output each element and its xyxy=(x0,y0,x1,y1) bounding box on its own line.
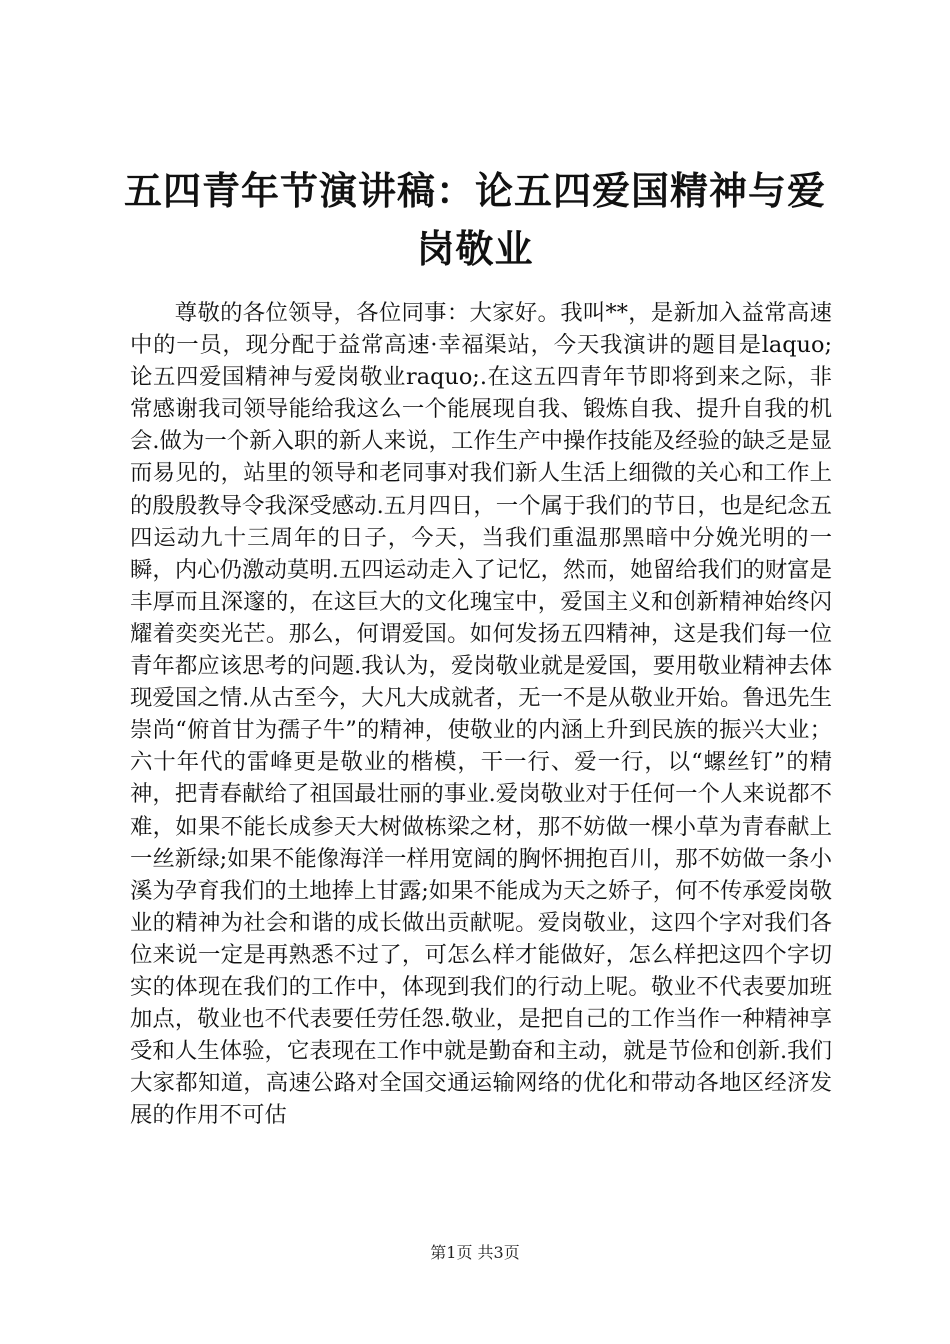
document-title: 五四青年节演讲稿：论五四爱国精神与爱岗敬业 xyxy=(123,168,826,271)
document-body: 尊敬的各位领导，各位同事：大家好。我叫**，是新加入益常高速中的一员，现分配于益常高速·幸福渠站，今天我演讲的题目是laquo;论五四爱国精神与爱岗敬业raquo;.在这五四青年节即将到来之际，非常感谢我司领导能给我这么一个能展现自我、锻炼自我、提升自我的机会.做为一个新入职的新人来说，工作生产中操作技能及经验的缺乏是显而易见的，站里的领导和老同事对我们新人生活上细微的关心和工作上的殷殷教导令我深受感动.五月四日，一个属于我们的节日，也是纪念五四运动九十三周年的日子，今天，当我们重温那黑暗中分娩光明的一瞬，内心仍激动莫明.五四运动走入了记忆，然而，她留给我们的财富是丰厚而且深邃的，在这巨大的文化瑰宝中，爱国主义和创新精神始终闪耀着奕奕光芒。那么，何谓爱国。如何发扬五四精神，这是我们每一位青年都应该思考的问题.我认为，爱岗敬业就是爱国，要用敬业精神去体现爱国之情.从古至今，大凡大成就者，无一不是从敬业开始。鲁迅先生崇尚“俯首甘为孺子牛”的精神，使敬业的内涵上升到民族的振兴大业；六十年代的雷峰更是敬业的楷模，干一行、爱一行，以“螺丝钉”的精神，把青春献给了祖国最壮丽的事业.爱岗敬业对于任何一个人来说都不难，如果不能长成参天大树做栋梁之材，那不妨做一棵小草为青春献上一丝新绿;如果不能像海洋一样用宽阔的胸怀拥抱百川，那不妨做一条小溪为孕育我们的土地捧上甘露;如果不能成为天之娇子，何不传承爱岗敬业的精神为社会和谐的成长做出贡献呢。爱岗敬业，这四个字对我们各位来说一定是再熟悉不过了，可怎么样才能做好，怎么样把这四个字切实的体现在我们的工作中，体现到我们的行动上呢。敬业不代表要加班加点，敬业也不代表要任劳任怨.敬业，是把自己的工作当作一种精神享受和人生体验，它表现在工作中就是勤奋和主动，就是节俭和创新.我们大家都知道，高速公路对全国交通运输网络的优化和带动各地区经济发展的作用不可估 xyxy=(130,300,832,1129)
page-footer: 第1页 共3页 xyxy=(430,1243,520,1262)
